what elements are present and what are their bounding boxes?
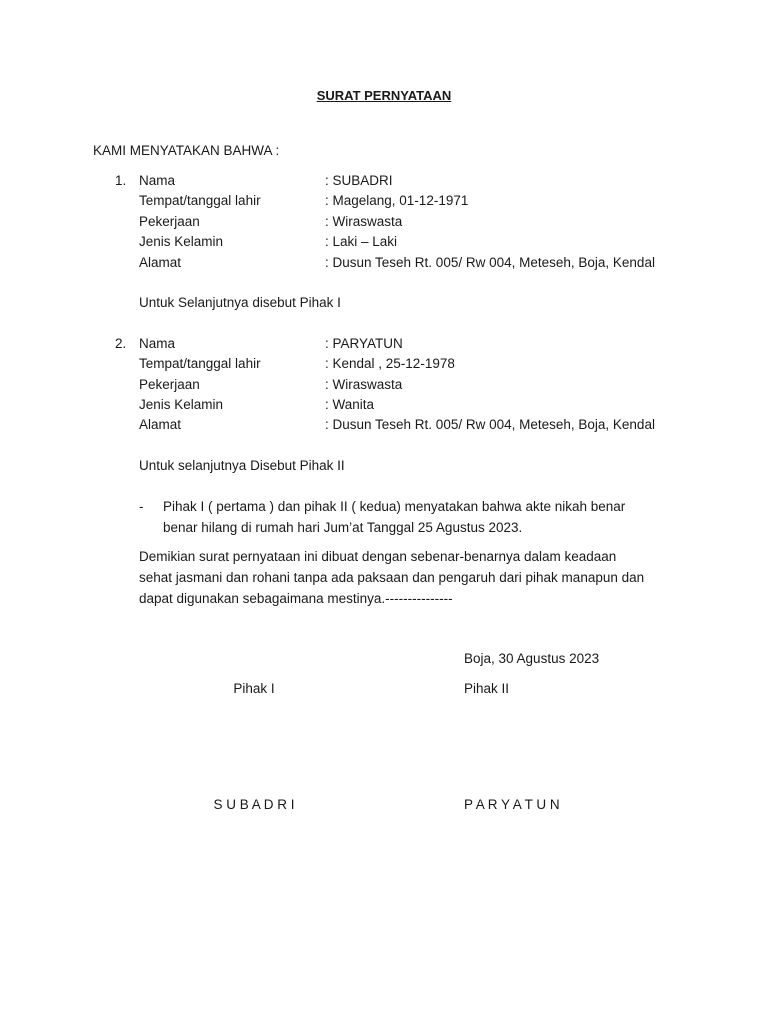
- party-2-name-label: Nama: [139, 336, 176, 351]
- closing-line-2: sehat jasmani dan rohani tanpa ada paksaan dan pengaruh dari pihak manapun dan: [139, 570, 645, 585]
- signature-right-title: Pihak II: [464, 681, 510, 696]
- party-1-birth-value: : Magelang, 01-12-1971: [325, 193, 469, 208]
- party-2-gender-label: Jenis Kelamin: [139, 397, 224, 412]
- party-1-job-label: Pekerjaan: [139, 214, 200, 229]
- party-2-name-value: : PARYATUN: [325, 336, 403, 351]
- party-1-number: 1.: [115, 173, 127, 188]
- statement-line-2: benar hilang di rumah hari Jum’at Tanggal 25 Agustus 2023.: [163, 520, 523, 535]
- signature-right-name: P A R Y A T U N: [464, 797, 560, 812]
- party-2-note: Untuk selanjutnya Disebut Pihak II: [139, 458, 345, 473]
- signature-left-name: S U B A D R I: [213, 797, 295, 812]
- party-1-note: Untuk Selanjutnya disebut Pihak I: [139, 295, 341, 310]
- party-1-job-value: : Wiraswasta: [325, 214, 403, 229]
- closing-line-1: Demikian surat pernyataan ini dibuat dengan sebenar-benarnya dalam keadaan: [139, 549, 617, 564]
- party-1-gender-label: Jenis Kelamin: [139, 234, 224, 249]
- party-1-address-label: Alamat: [139, 255, 182, 270]
- party-2-address-value: : Dusun Teseh Rt. 005/ Rw 004, Meteseh, Boja, Kendal: [325, 417, 655, 432]
- closing-line-3: dapat digunakan sebagaimana mestinya.---------------: [139, 591, 453, 606]
- document-title: SURAT PERNYATAAN: [316, 88, 452, 103]
- party-1-name-value: : SUBADRI: [325, 173, 393, 188]
- party-2-job-value: : Wiraswasta: [325, 377, 403, 392]
- party-2-address-label: Alamat: [139, 417, 182, 432]
- party-1-birth-label: Tempat/tanggal lahir: [139, 193, 261, 208]
- intro-statement: KAMI MENYATAKAN BAHWA :: [93, 143, 280, 158]
- party-1-address-value: : Dusun Teseh Rt. 005/ Rw 004, Meteseh, Boja, Kendal: [325, 255, 655, 270]
- party-2-birth-label: Tempat/tanggal lahir: [139, 356, 261, 371]
- party-2-birth-value: : Kendal , 25-12-1978: [325, 356, 455, 371]
- party-1-gender-value: : Laki – Laki: [325, 234, 398, 249]
- party-2-job-label: Pekerjaan: [139, 377, 200, 392]
- party-2-gender-value: : Wanita: [325, 397, 375, 412]
- statement-dash: -: [139, 499, 144, 514]
- party-2-number: 2.: [115, 336, 127, 351]
- signature-left-title: Pihak I: [233, 681, 275, 696]
- statement-line-1: Pihak I ( pertama ) dan pihak II ( kedua) menyatakan bahwa akte nikah benar: [163, 499, 626, 514]
- party-1-name-label: Nama: [139, 173, 176, 188]
- place-date: Boja, 30 Agustus 2023: [464, 651, 600, 666]
